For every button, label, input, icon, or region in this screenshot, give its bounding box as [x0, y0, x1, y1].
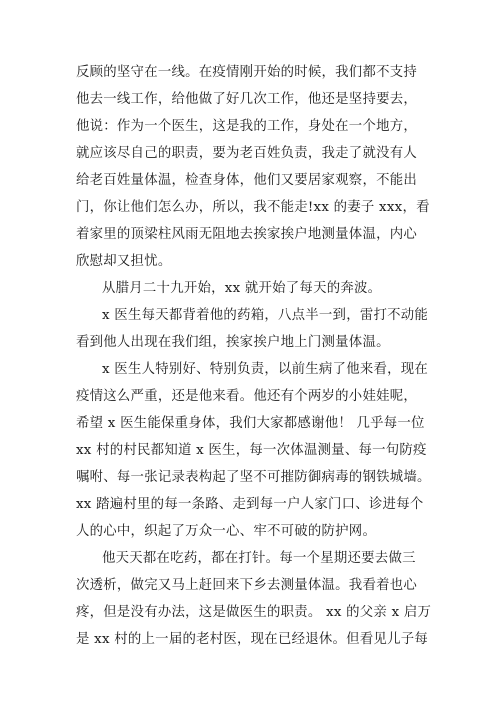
text-line: xx 村的村民都知道 x 医生，每一次体温测量、每一句防疫	[76, 443, 427, 458]
text-line: 他天天都在吃药，都在打针。每一个星期还要去做三	[102, 551, 416, 566]
text-line: 他去一线工作，给他做了好几次工作，他还是坚持要去，	[76, 92, 418, 107]
text-line: 嘱咐、每一张记录表构起了坚不可摧防御病毒的钢铁城墙。	[76, 470, 431, 485]
text-line: 看到他人出现在我们组，挨家挨户地上门测量体温。	[76, 335, 390, 350]
text-line: 门，你让他们怎么办，所以，我不能走!xx 的妻子 xxx，看	[76, 200, 430, 215]
text-line: 给老百姓量体温，检查身体，他们又要居家观察，不能出	[76, 173, 418, 188]
text-line: 人的心中，织起了万众一心、牢不可破的防护网。	[76, 524, 377, 539]
text-line: 就应该尽自己的职责，要为老百姓负责，我走了就没有人	[76, 146, 418, 161]
text-line: 疫情这么严重，还是他来看。他还有个两岁的小娃娃呢，	[76, 389, 418, 404]
text-line: 反顾的坚守在一线。在疫情刚开始的时候，我们都不支持	[76, 65, 418, 80]
text-line: 欣慰却又担忧。	[76, 254, 172, 269]
text-line: 他说：作为一个医生，这是我的工作，身处在一个地方，	[76, 119, 418, 134]
text-line: 从腊月二十九开始，xx 就开始了每天的奔波。	[102, 281, 382, 296]
text-line: 次透析，做完又马上赶回来下乡去测量体温。我看着也心	[76, 578, 418, 593]
text-line: x 医生人特别好、特别负责，以前生病了他来看，现在	[102, 362, 429, 377]
text-line: 着家里的顶梁柱风雨无阻地去挨家挨户地测量体温，内心	[76, 227, 418, 242]
text-line: 疼，但是没有办法，这是做医生的职责。 xx 的父亲 x 启万	[76, 605, 432, 620]
text-line: x 医生每天都背着他的药箱，八点半一到，雷打不动能	[102, 308, 429, 323]
text-line: 希望 x 医生能保重身体，我们大家都感谢他！ 几乎每一位	[76, 416, 425, 431]
text-line: 是 xx 村的上一届的老村医，现在已经退休。但看见儿子每	[76, 632, 428, 647]
text-line: xx 踏遍村里的每一条路、走到每一户人家门口、诊进每个	[76, 497, 424, 512]
